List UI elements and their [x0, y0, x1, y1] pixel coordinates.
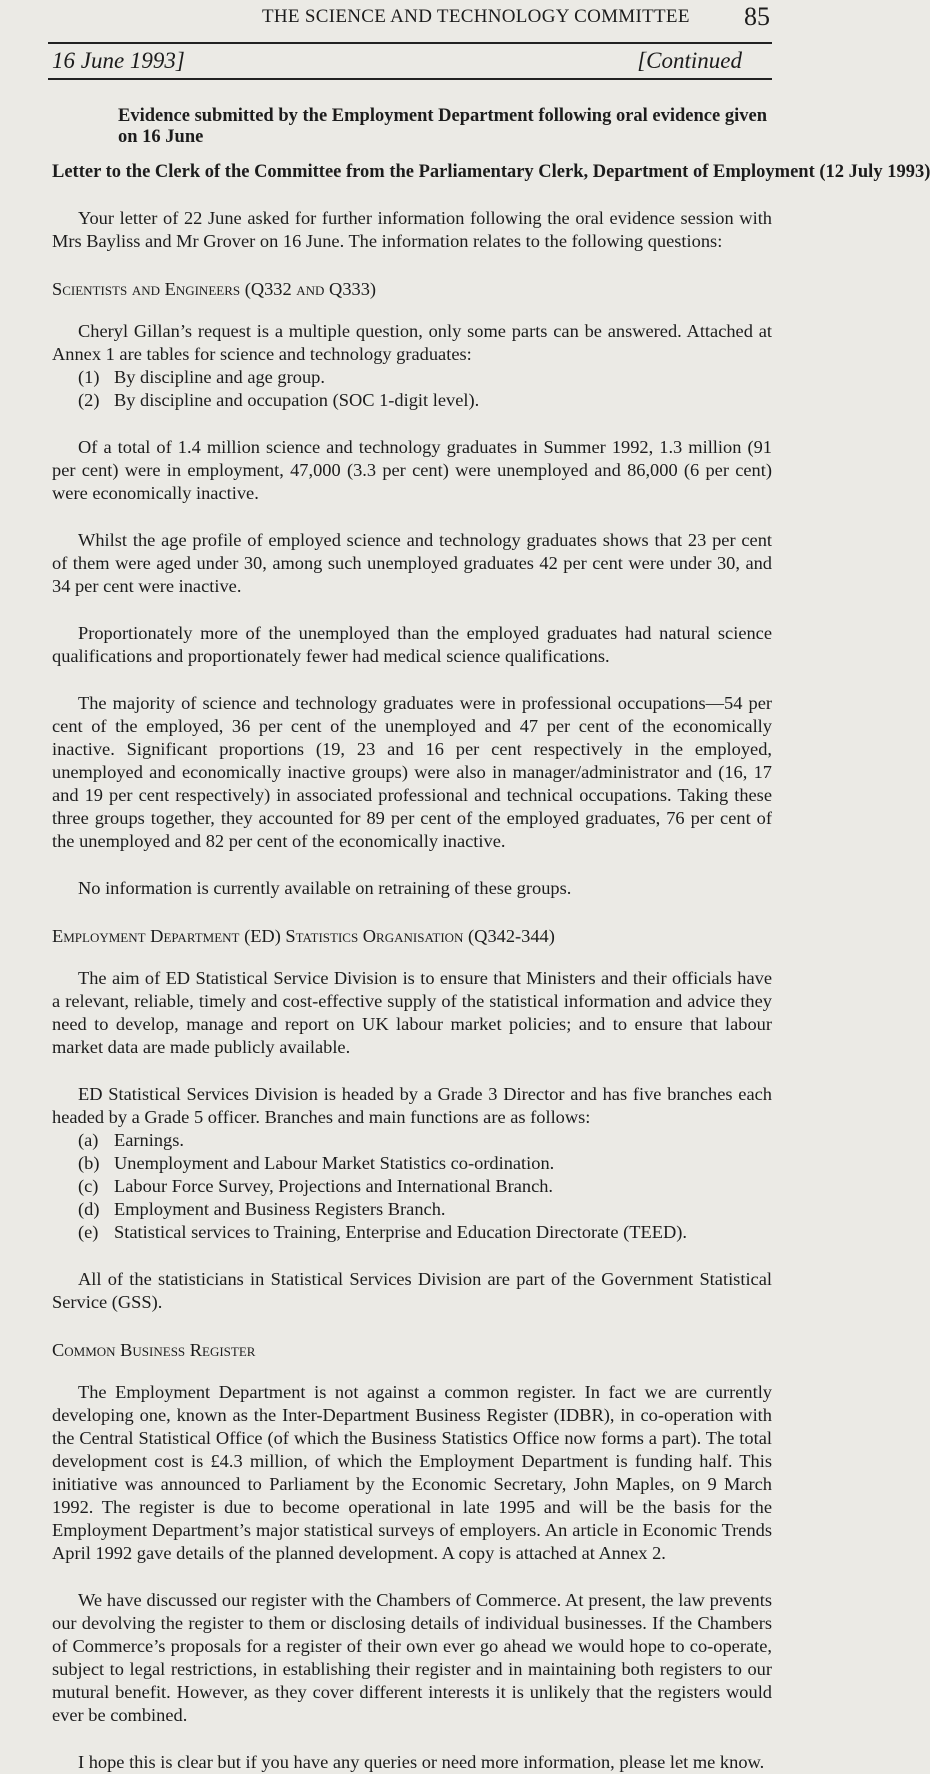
branches-list	[52, 1129, 772, 1244]
list-marker: (a)	[78, 1130, 99, 1150]
section-heading-scientists: Scientists and Engineers (Q332 and Q333)	[52, 279, 377, 299]
list-item	[78, 1221, 772, 1244]
section-heading-register: Common Business Register	[52, 1340, 256, 1360]
graduate-tables-list	[52, 366, 772, 412]
list-marker: (e)	[78, 1222, 99, 1242]
list-marker: (d)	[78, 1199, 100, 1219]
list-item-text: By discipline and age group.	[114, 367, 325, 387]
paragraph: Proportionately more of the unemployed than the employed graduates had natural science qualifications and proportionately fewer had medical science qualifications.	[52, 623, 772, 666]
continued-label: [Continued	[637, 48, 742, 73]
closing-paragraph: I hope this is clear but if you have any queries or need more information, please let me know.	[78, 1752, 765, 1772]
paragraph: The majority of science and technology graduates were in professional occupations—54 per cent of the employed, 36 per cent of the unemployed and 47 per cent of the economically inactive. Significant proportions (19, 23 and 16 per cent respectively in the employed, unemployed and economically inactive groups) were also in manager/administrator and (16, 17 and 19 per cent respectively) in associated professional and technical occupations. Taking these three groups together, they accounted for 89 per cent of the employed graduates, 76 per cent of the unemployed and 82 per cent of the economically inactive.	[52, 693, 772, 851]
list-item	[78, 366, 772, 389]
list-item-text: Unemployment and Labour Market Statistics co-ordination.	[114, 1153, 555, 1173]
paragraph: We have discussed our register with the Chambers of Commerce. At present, the law prevents our devolving the register to them or disclosing details of individual businesses. If the Chambers of Commerce’s proposals for a register of their own ever go ahead we would hope to co-operate, subject to legal restrictions, in establishing their register and in maintaining both registers to our mutural benefit. However, as they cover different interests it is unlikely that the registers would ever be combined.	[52, 1590, 772, 1725]
paragraph: Of a total of 1.4 million science and technology graduates in Summer 1992, 1.3 million (91 per cent) were in employment, 47,000 (3.3 per cent) were unemployed and 86,000 (6 per cent) were economically inactive.	[52, 437, 772, 503]
list-item	[78, 1175, 772, 1198]
paragraph: All of the statisticians in Statistical Services Division are part of the Government Statistical Service (GSS).	[52, 1269, 772, 1312]
list-marker: (2)	[78, 390, 100, 410]
evidence-heading: Evidence submitted by the Employment Department following oral evidence given on 16 June	[118, 106, 767, 147]
paragraph: The Employment Department is not against a common register. In fact we are currently developing one, known as the Inter-Department Business Register (IDBR), in co-operation with the Central Statistical Office (of which the Business Statistics Office now forms a part). The total development cost is £4.3 million, of which the Employment Department is funding half. This initiative was announced to Parliament by the Economic Secretary, John Maples, on 9 March 1992. The register is due to become operational in late 1995 and will be the basis for the Employment Department’s major statistical surveys of employers. An article in Economic Trends April 1992 gave details of the planned development. A copy is attached at Annex 2.	[52, 1382, 772, 1563]
paragraph: Whilst the age profile of employed science and technology graduates shows that 23 per cent of them were aged under 30, among such unemployed graduates 42 per cent were under 30, and 34 per cent were inactive.	[52, 530, 772, 596]
session-date: 16 June 1993]	[52, 48, 185, 73]
list-item-text: Earnings.	[114, 1130, 184, 1150]
list-item	[78, 1198, 772, 1221]
page-number: 85	[744, 2, 770, 31]
list-item-text: By discipline and occupation (SOC 1-digit level).	[114, 390, 480, 410]
list-marker: (c)	[78, 1176, 99, 1196]
paragraph: No information is currently available on retraining of these groups.	[78, 878, 572, 898]
paragraph: ED Statistical Services Division is headed by a Grade 3 Director and has five branches each headed by a Grade 5 officer. Branches and main functions are as follows:	[52, 1084, 772, 1127]
list-item	[78, 1129, 772, 1152]
intro-paragraph: Your letter of 22 June asked for further information following the oral evidence session with Mrs Bayliss and Mr Grover on 16 June. The information relates to the following questions:	[52, 208, 772, 251]
dateline	[52, 44, 772, 78]
paragraph: The aim of ED Statistical Service Division is to ensure that Ministers and their officials have a relevant, reliable, timely and cost-effective supply of the statistical information and advice they need to develop, manage and report on UK labour market policies; and to ensure that labour market data are made publicly available.	[52, 968, 772, 1057]
list-item-text: Employment and Business Registers Branch.	[114, 1199, 446, 1219]
running-title: THE SCIENCE AND TECHNOLOGY COMMITTEE	[262, 6, 690, 27]
list-marker: (1)	[78, 367, 100, 387]
list-item-text: Statistical services to Training, Enterprise and Education Directorate (TEED).	[114, 1222, 688, 1242]
paragraph: Cheryl Gillan’s request is a multiple question, only some parts can be answered. Attached at Annex 1 are tables for science and technology graduates:	[52, 321, 772, 364]
list-marker: (b)	[78, 1153, 100, 1173]
list-item	[78, 389, 772, 412]
list-item-text: Labour Force Survey, Projections and International Branch.	[114, 1176, 554, 1196]
dateline-rule	[48, 78, 772, 80]
letter-heading: Letter to the Clerk of the Committee from the Parliamentary Clerk, Department of Employment (12 July 1993)	[52, 162, 930, 182]
running-header	[52, 0, 772, 32]
section-heading-statistics: Employment Department (ED) Statistics Organisation (Q342-344)	[52, 926, 555, 946]
list-item	[78, 1152, 772, 1175]
